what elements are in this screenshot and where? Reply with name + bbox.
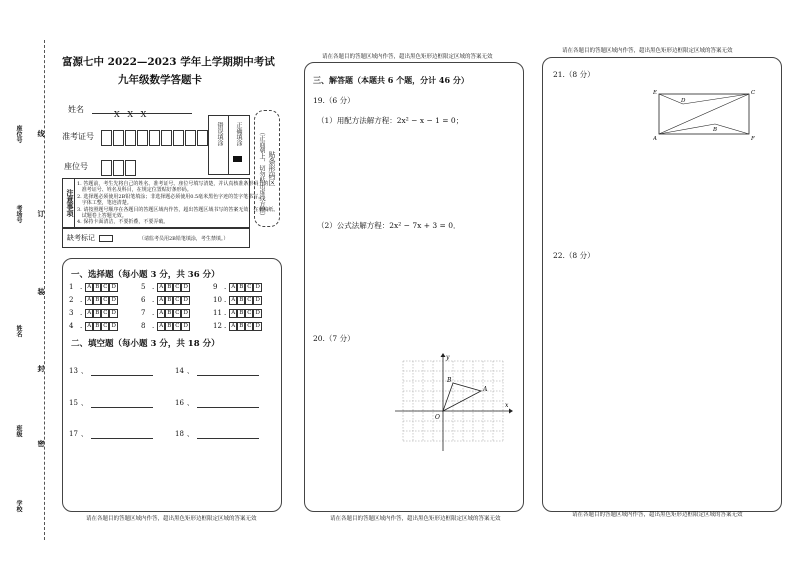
binding-char-mi: 密 <box>37 440 46 447</box>
choice-option-bubble[interactable]: B <box>95 284 100 290</box>
choice-options <box>157 295 190 305</box>
choice-question <box>141 308 190 318</box>
choice-options <box>229 295 262 305</box>
notice-line-2: 准考证号、姓名及科目，在规定位置贴好条形码。 <box>77 187 192 194</box>
choice-option-bubble[interactable]: C <box>247 323 252 329</box>
binding-strip <box>0 0 60 562</box>
binding-label-seat: 座位号 <box>15 125 22 143</box>
choice-question-number: 2 <box>69 296 74 304</box>
notice-line-5: 3. 请按照题号顺序在各题目的答题区域内作答，超出答题区域书写的答案无效；在草稿纸、 <box>77 206 279 213</box>
q21-line-bf <box>715 124 749 134</box>
q19-part2[interactable]: （2）公式法解方程：2x² − 7x + 3 = 0． <box>317 221 461 230</box>
fill-question-18[interactable]: 18 、 <box>175 429 259 439</box>
choice-option-bubble[interactable]: A <box>231 310 236 316</box>
choice-question <box>141 321 190 331</box>
choice-option-bubble[interactable]: C <box>103 284 108 290</box>
choice-option-bubble[interactable]: A <box>231 284 236 290</box>
choice-question <box>213 282 262 292</box>
choice-options <box>85 282 118 292</box>
right-header-note: 请在各题目的答题区域内作答，超出黑色矩形边框限定区域的答案无效 <box>562 48 733 54</box>
choice-question <box>69 308 118 318</box>
binding-label-room: 考场号 <box>15 205 22 223</box>
barcode-hint: （正面朝上，切勿贴出虚线方框） <box>258 129 265 219</box>
q14-line <box>197 367 259 376</box>
choice-question <box>213 295 262 305</box>
choice-question <box>213 321 262 331</box>
q21-line-ed <box>659 94 683 104</box>
choice-question-number: 6 <box>141 296 146 304</box>
choice-option-bubble[interactable]: B <box>239 323 244 329</box>
left-footer-note: 请在各题目的答题区域内作答，超出黑色矩形边框限定区域的答案无效 <box>86 516 257 522</box>
choice-option-bubble[interactable]: B <box>95 323 100 329</box>
section1-title: 一、选择题（每小题 3 分，共 36 分） <box>71 270 220 280</box>
choice-question-dot: . <box>224 309 227 317</box>
choice-options <box>85 321 118 331</box>
choice-options <box>229 282 262 292</box>
q20-triangle-oab <box>443 383 481 411</box>
notice-box <box>62 178 279 228</box>
choice-option-bubble[interactable]: C <box>247 284 252 290</box>
notice-line-1: 1. 答题前，考生先将自己的姓名、准考证号、座位号填写清楚，并认真核准条形码上的 <box>77 181 269 187</box>
choice-question <box>69 282 118 292</box>
choice-options <box>157 321 190 331</box>
choice-question <box>69 295 118 305</box>
choice-option-bubble[interactable]: C <box>175 284 180 290</box>
binding-char-line: 线 <box>37 130 46 137</box>
choice-option-bubble[interactable]: D <box>255 323 260 329</box>
choice-option-bubble[interactable]: A <box>159 284 164 290</box>
q13-number: 13 <box>69 367 78 375</box>
choice-option-bubble[interactable]: D <box>111 297 116 303</box>
choice-options <box>157 308 190 318</box>
choice-option-bubble[interactable]: D <box>111 323 116 329</box>
middle-header-note: 请在各题目的答题区域内作答，超出黑色矩形边框限定区域的答案无效 <box>322 54 493 60</box>
name-value: X X X <box>114 110 147 119</box>
choice-options <box>157 282 190 292</box>
choice-question-dot: . <box>152 296 155 304</box>
choice-question-number: 12 <box>213 322 222 330</box>
choice-question-number: 1 <box>69 283 74 291</box>
q21-line-ab <box>659 124 718 134</box>
choice-option-bubble[interactable]: C <box>175 297 180 303</box>
wrong-fill-label: 错误填涂 <box>216 122 223 146</box>
binding-label-class: 班级 <box>15 425 22 437</box>
q21-label-b: B <box>713 127 718 133</box>
q21-diagonal-ac <box>659 94 749 134</box>
choice-question-dot: . <box>80 296 83 304</box>
right-footer-note: 请在各题目的答题区域内作答，超出黑色矩形边框限定区域的答案无效 <box>572 512 743 518</box>
q15-number: 15 <box>69 399 78 407</box>
exam-subtitle: 九年级数学答题卡 <box>118 74 202 86</box>
notice-label: 注意事项 <box>66 189 75 217</box>
seat-boxes[interactable] <box>101 157 137 176</box>
fill-question-16[interactable]: 16 、 <box>175 398 259 408</box>
exam-id-label: 准考证号 <box>62 132 94 141</box>
right-answer-panel <box>542 57 782 512</box>
choice-option-bubble[interactable]: B <box>167 284 172 290</box>
q16-number: 16 <box>175 399 184 407</box>
q13-line <box>91 367 153 376</box>
choice-question-number: 4 <box>69 322 74 330</box>
q21-line-dc <box>683 94 749 104</box>
choice-option-bubble[interactable]: C <box>103 310 108 316</box>
q21-label-d: D <box>681 98 686 104</box>
choice-question-dot: . <box>80 283 83 291</box>
choice-question <box>141 282 190 292</box>
choice-option-bubble[interactable]: C <box>103 297 108 303</box>
q20-x-arrow <box>509 409 513 414</box>
fill-question-17[interactable]: 17 、 <box>69 429 153 439</box>
choice-option-bubble[interactable]: B <box>95 310 100 316</box>
binding-label-name: 姓名 <box>15 325 22 337</box>
choice-option-bubble[interactable]: B <box>239 297 244 303</box>
choice-option-bubble[interactable]: B <box>95 297 100 303</box>
correct-fill-mark <box>233 156 242 162</box>
left-answer-panel <box>62 258 282 512</box>
choice-question-dot: . <box>152 322 155 330</box>
q20-y-arrow <box>441 353 446 357</box>
fill-sample-box <box>208 115 250 175</box>
choice-option-bubble[interactable]: A <box>87 284 92 290</box>
choice-option-bubble[interactable]: D <box>183 297 188 303</box>
choice-option-bubble[interactable]: A <box>231 297 236 303</box>
choice-question-dot: . <box>224 296 227 304</box>
choice-question-dot: . <box>80 309 83 317</box>
seat-label: 座位号 <box>64 162 88 171</box>
q20-coordinate-grid <box>395 353 513 451</box>
q20-label-b: B <box>447 377 452 384</box>
choice-option-bubble[interactable]: A <box>87 310 92 316</box>
notice-line-4: 字体工整，笔迹清楚。 <box>77 200 132 207</box>
choice-options <box>229 308 262 318</box>
absent-label: 缺考标记 <box>67 233 113 243</box>
binding-char-feng: 封 <box>37 365 46 372</box>
choice-question <box>141 295 190 305</box>
choice-question-number: 5 <box>141 283 146 291</box>
choice-question <box>69 321 118 331</box>
choice-option-bubble[interactable]: A <box>87 297 92 303</box>
fill-question-14[interactable]: 14 、 <box>175 366 259 376</box>
choice-question-dot: . <box>152 283 155 291</box>
choice-option-bubble[interactable]: C <box>103 323 108 329</box>
barcode-label: 贴条形码区 <box>268 151 276 186</box>
q17-line <box>91 430 153 439</box>
choice-option-bubble[interactable]: C <box>175 323 180 329</box>
exam-title: 富源七中 2022—2023 学年上学期期中考试 <box>62 56 275 68</box>
q18-number: 18 <box>175 430 184 438</box>
q17-number: 17 <box>69 430 78 438</box>
choice-question-number: 11 <box>213 309 222 317</box>
choice-option-bubble[interactable]: C <box>247 310 252 316</box>
name-label: 姓名 <box>68 105 84 114</box>
q20-label-y: y <box>446 354 450 361</box>
q20-heading: 20.（7 分） <box>313 334 355 343</box>
choice-option-bubble[interactable]: D <box>255 297 260 303</box>
choice-options <box>85 308 118 318</box>
choice-question-dot: . <box>152 309 155 317</box>
choice-option-bubble[interactable]: B <box>239 310 244 316</box>
choice-option-bubble[interactable]: C <box>247 297 252 303</box>
choice-option-bubble[interactable]: A <box>159 310 164 316</box>
choice-option-bubble[interactable]: D <box>111 310 116 316</box>
q19-part1[interactable]: （1）用配方法解方程：2x² − x − 1 = 0； <box>317 116 464 125</box>
binding-char-zhuang: 装 <box>37 288 46 295</box>
middle-footer-note: 请在各题目的答题区域内作答，超出黑色矩形边框限定区域的答案无效 <box>330 516 501 522</box>
choice-option-bubble[interactable]: D <box>255 310 260 316</box>
choice-option-bubble[interactable]: B <box>239 284 244 290</box>
notice-line-3: 2. 选择题必须使用2B铅笔填涂；非选择题必须使用0.5毫米黑色字迹的签字笔书写， <box>77 193 264 200</box>
absent-box <box>62 228 250 248</box>
q21-label-a: A <box>653 136 657 142</box>
middle-answer-panel <box>304 62 524 512</box>
choice-option-bubble[interactable]: B <box>167 297 172 303</box>
q20-label-o: O <box>435 414 440 421</box>
choice-question-dot: . <box>224 283 227 291</box>
q20-label-x: x <box>505 402 509 409</box>
notice-lines <box>77 181 279 226</box>
q22-heading: 22.（8 分） <box>553 251 595 260</box>
choice-option-bubble[interactable]: A <box>231 323 236 329</box>
absent-checkbox[interactable] <box>99 235 113 242</box>
notice-line-6: 试题卷上答题无效。 <box>77 213 127 220</box>
fill-question-15[interactable]: 15 、 <box>69 398 153 408</box>
choice-option-bubble[interactable]: B <box>167 323 172 329</box>
choice-question-dot: . <box>224 322 227 330</box>
absent-note: （请监考员用2B铅笔填涂，考生禁填。） <box>139 236 229 242</box>
choice-question-number: 3 <box>69 309 74 317</box>
choice-question-dot: . <box>80 322 83 330</box>
choice-option-bubble[interactable]: B <box>167 310 172 316</box>
correct-fill-label: 正确填涂 <box>235 122 242 146</box>
q15-line <box>91 399 153 408</box>
name-field[interactable] <box>92 102 192 119</box>
q14-number: 14 <box>175 367 184 375</box>
choice-question-number: 10 <box>213 296 222 304</box>
choice-question-number: 8 <box>141 322 146 330</box>
choice-option-bubble[interactable]: A <box>87 323 92 329</box>
fill-question-13[interactable]: 13 、 <box>69 366 153 376</box>
choice-option-bubble[interactable]: C <box>175 310 180 316</box>
choice-option-bubble[interactable]: D <box>183 284 188 290</box>
choice-option-bubble[interactable]: A <box>159 323 164 329</box>
choice-question-number: 7 <box>141 309 146 317</box>
notice-line-7: 4. 保持卡面清洁，不要折叠，不要弄破。 <box>77 219 169 226</box>
q21-label-f: F <box>751 136 755 142</box>
choice-option-bubble[interactable]: D <box>255 284 260 290</box>
notice-divider <box>74 179 75 227</box>
q20-label-a: A <box>483 386 488 393</box>
binding-label-school: 学校 <box>15 500 22 512</box>
choice-options <box>229 321 262 331</box>
choice-option-bubble[interactable]: A <box>159 297 164 303</box>
q19-heading: 19.（6 分） <box>313 96 355 105</box>
q21-label-e: E <box>653 90 658 96</box>
choice-question-number: 9 <box>213 283 218 291</box>
binding-char-ding: 订 <box>37 210 46 217</box>
choice-option-bubble[interactable]: D <box>183 310 188 316</box>
wrong-fill-divider <box>228 116 229 174</box>
q21-heading: 21.（8 分） <box>553 70 595 79</box>
choice-options <box>85 295 118 305</box>
q21-rectangle-figure <box>653 88 759 142</box>
q16-line <box>197 399 259 408</box>
section3-title: 三、解答题（本题共 6 个题，分计 46 分） <box>313 75 469 85</box>
section2-title: 二、填空题（每小题 3 分，共 18 分） <box>71 339 220 349</box>
exam-id-boxes[interactable] <box>101 127 209 146</box>
q21-label-c: C <box>751 90 756 96</box>
choice-option-bubble[interactable]: D <box>183 323 188 329</box>
choice-question <box>213 308 262 318</box>
choice-option-bubble[interactable]: D <box>111 284 116 290</box>
q18-line <box>197 430 259 439</box>
